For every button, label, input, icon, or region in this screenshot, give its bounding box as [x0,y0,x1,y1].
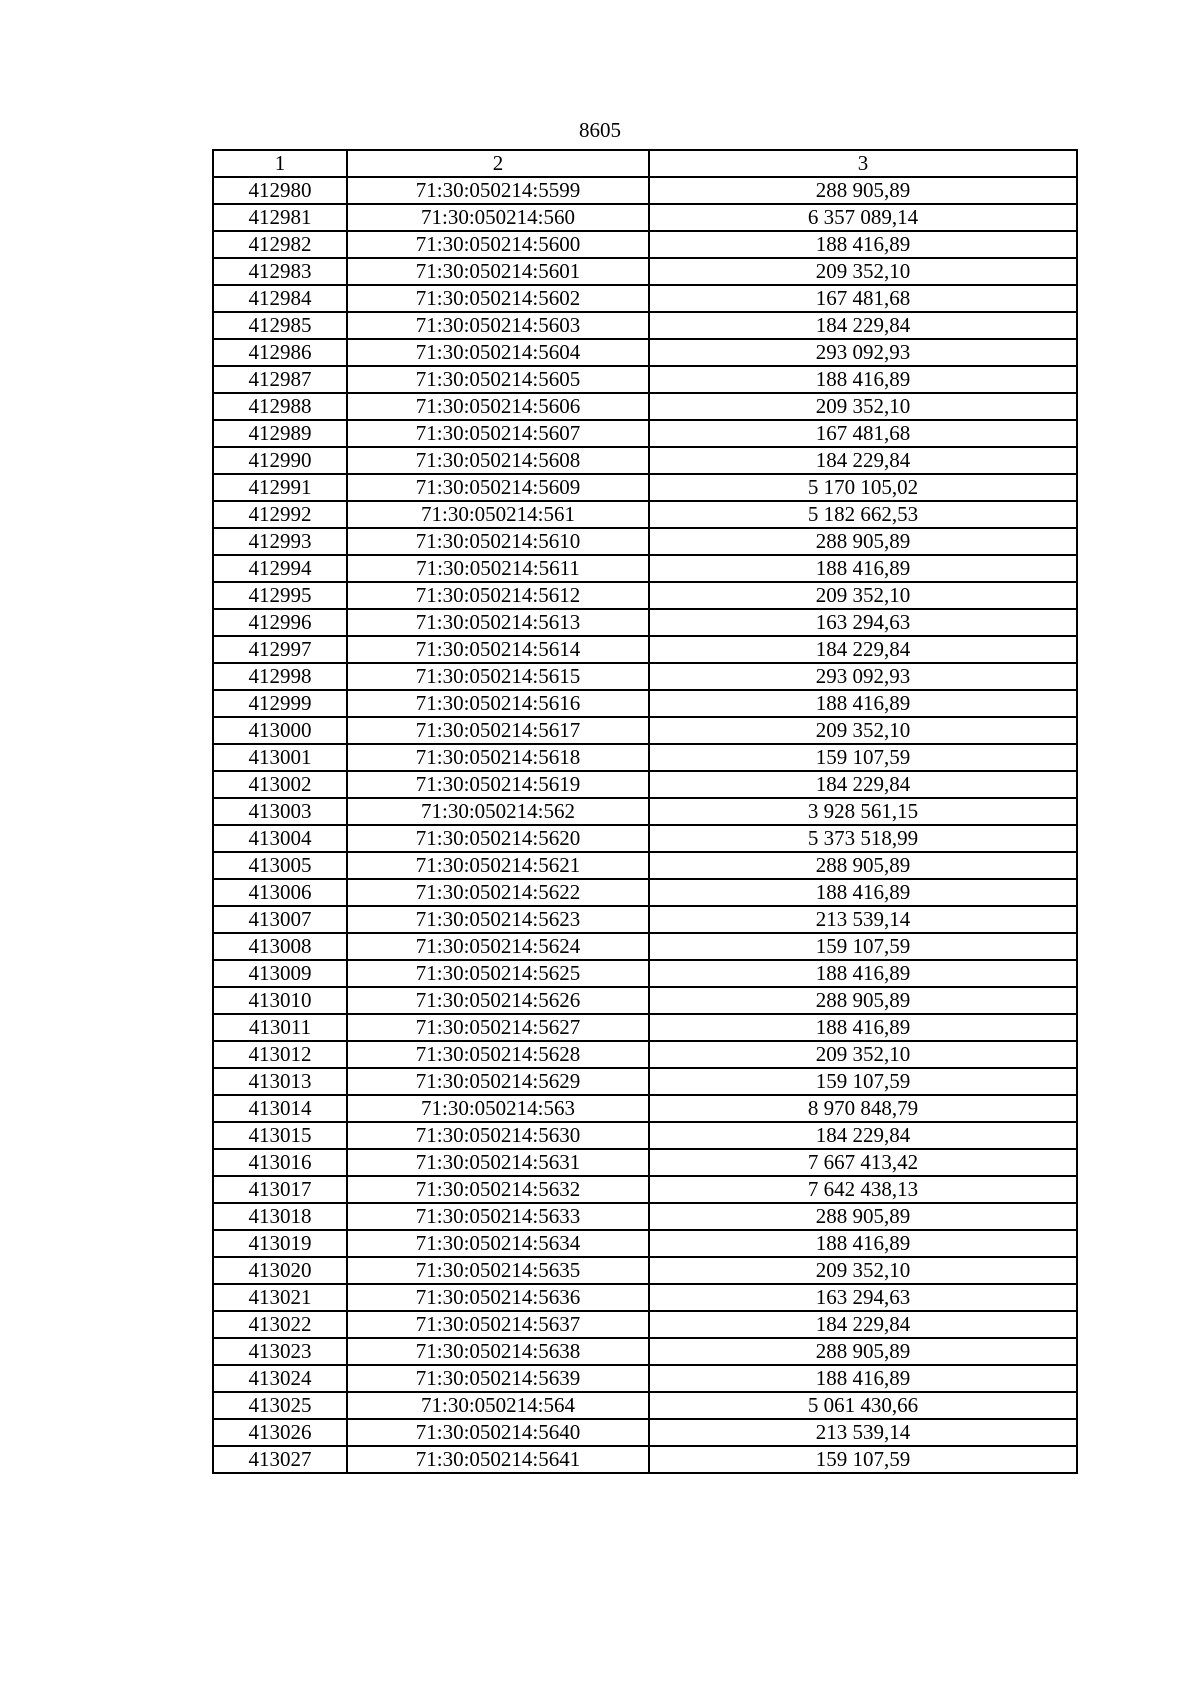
cell-cadastral-value: 5 061 430,66 [649,1392,1077,1419]
cell-row-number: 413000 [213,717,347,744]
cell-row-number: 413011 [213,1014,347,1041]
cell-cadastral-value: 293 092,93 [649,339,1077,366]
cell-cadastral-number: 71:30:050214:5615 [347,663,649,690]
cell-cadastral-value: 5 182 662,53 [649,501,1077,528]
table-header-row [213,150,1077,177]
cell-cadastral-number: 71:30:050214:5602 [347,285,649,312]
cell-row-number: 413010 [213,987,347,1014]
page-number: 8605 [579,118,621,142]
cell-row-number: 413008 [213,933,347,960]
cell-cadastral-value: 167 481,68 [649,285,1077,312]
cell-row-number: 413026 [213,1419,347,1446]
cell-row-number: 412995 [213,582,347,609]
cell-cadastral-value: 159 107,59 [649,1446,1077,1473]
cell-cadastral-value: 288 905,89 [649,528,1077,555]
table-body [213,177,1077,1473]
cell-row-number: 413017 [213,1176,347,1203]
cadastral-value-table [212,149,1078,1474]
table-row [213,501,1077,528]
cell-cadastral-value: 209 352,10 [649,1257,1077,1284]
cell-row-number: 412992 [213,501,347,528]
table-row [213,636,1077,663]
table-row [213,825,1077,852]
cell-row-number: 412985 [213,312,347,339]
table-row [213,609,1077,636]
cell-row-number: 413015 [213,1122,347,1149]
cell-cadastral-value: 7 667 413,42 [649,1149,1077,1176]
cell-cadastral-number: 71:30:050214:5637 [347,1311,649,1338]
cell-cadastral-value: 213 539,14 [649,906,1077,933]
cell-cadastral-number: 71:30:050214:5639 [347,1365,649,1392]
cell-row-number: 413025 [213,1392,347,1419]
table-row [213,1257,1077,1284]
cell-cadastral-number: 71:30:050214:5617 [347,717,649,744]
cell-row-number: 412987 [213,366,347,393]
cell-row-number: 413003 [213,798,347,825]
cell-cadastral-value: 184 229,84 [649,636,1077,663]
table-row [213,1230,1077,1257]
cell-cadastral-value: 6 357 089,14 [649,204,1077,231]
cell-row-number: 412982 [213,231,347,258]
cell-cadastral-value: 159 107,59 [649,1068,1077,1095]
table-row [213,879,1077,906]
cell-cadastral-number: 71:30:050214:5610 [347,528,649,555]
cell-cadastral-number: 71:30:050214:5607 [347,420,649,447]
cell-row-number: 412997 [213,636,347,663]
cell-cadastral-value: 209 352,10 [649,393,1077,420]
cell-cadastral-number: 71:30:050214:5640 [347,1419,649,1446]
cell-row-number: 412998 [213,663,347,690]
cell-row-number: 413018 [213,1203,347,1230]
cell-row-number: 413023 [213,1338,347,1365]
cell-cadastral-value: 184 229,84 [649,1122,1077,1149]
table-row [213,1095,1077,1122]
table-row [213,1149,1077,1176]
cell-cadastral-value: 213 539,14 [649,1419,1077,1446]
cell-cadastral-value: 188 416,89 [649,1014,1077,1041]
cell-cadastral-number: 71:30:050214:5600 [347,231,649,258]
cell-cadastral-value: 188 416,89 [649,555,1077,582]
cell-row-number: 413016 [213,1149,347,1176]
table-row [213,285,1077,312]
cell-row-number: 412984 [213,285,347,312]
column-header-number: 1 [213,150,347,177]
cell-cadastral-number: 71:30:050214:5603 [347,312,649,339]
cell-cadastral-value: 209 352,10 [649,582,1077,609]
cell-row-number: 412993 [213,528,347,555]
cell-cadastral-number: 71:30:050214:5604 [347,339,649,366]
cell-row-number: 413019 [213,1230,347,1257]
cell-cadastral-value: 288 905,89 [649,987,1077,1014]
cell-cadastral-number: 71:30:050214:5624 [347,933,649,960]
table-row [213,744,1077,771]
cell-cadastral-value: 188 416,89 [649,1365,1077,1392]
cell-cadastral-value: 209 352,10 [649,258,1077,285]
cell-cadastral-value: 159 107,59 [649,744,1077,771]
cell-cadastral-value: 209 352,10 [649,717,1077,744]
table-row [213,798,1077,825]
table-row [213,393,1077,420]
cell-cadastral-value: 8 970 848,79 [649,1095,1077,1122]
table-row [213,906,1077,933]
table-row [213,1419,1077,1446]
cell-cadastral-number: 71:30:050214:5611 [347,555,649,582]
cell-cadastral-number: 71:30:050214:563 [347,1095,649,1122]
column-header-cadastral-number: 2 [347,150,649,177]
cell-cadastral-number: 71:30:050214:5631 [347,1149,649,1176]
cell-row-number: 413001 [213,744,347,771]
cell-row-number: 413006 [213,879,347,906]
table-row [213,987,1077,1014]
cell-cadastral-value: 188 416,89 [649,960,1077,987]
table-row [213,204,1077,231]
table-row [213,258,1077,285]
cell-cadastral-value: 288 905,89 [649,177,1077,204]
cell-cadastral-number: 71:30:050214:5618 [347,744,649,771]
cell-cadastral-number: 71:30:050214:5609 [347,474,649,501]
cell-cadastral-value: 163 294,63 [649,609,1077,636]
cell-row-number: 413027 [213,1446,347,1473]
table-row [213,1068,1077,1095]
cell-row-number: 413012 [213,1041,347,1068]
table-row [213,555,1077,582]
cell-cadastral-value: 159 107,59 [649,933,1077,960]
table-row [213,582,1077,609]
cell-row-number: 412996 [213,609,347,636]
cell-cadastral-number: 71:30:050214:5641 [347,1446,649,1473]
cell-cadastral-number: 71:30:050214:5606 [347,393,649,420]
cell-row-number: 412991 [213,474,347,501]
table-row [213,1203,1077,1230]
table-row [213,474,1077,501]
table-row [213,1392,1077,1419]
table-row [213,231,1077,258]
cell-cadastral-value: 184 229,84 [649,1311,1077,1338]
cell-cadastral-value: 7 642 438,13 [649,1176,1077,1203]
table-row [213,933,1077,960]
cell-row-number: 413007 [213,906,347,933]
cell-row-number: 412988 [213,393,347,420]
cell-cadastral-value: 3 928 561,15 [649,798,1077,825]
cell-row-number: 412983 [213,258,347,285]
table-row [213,447,1077,474]
cell-row-number: 413009 [213,960,347,987]
cell-cadastral-number: 71:30:050214:5616 [347,690,649,717]
cell-cadastral-number: 71:30:050214:5635 [347,1257,649,1284]
cell-cadastral-number: 71:30:050214:5601 [347,258,649,285]
cell-cadastral-number: 71:30:050214:5614 [347,636,649,663]
cell-row-number: 412994 [213,555,347,582]
table-row [213,420,1077,447]
cell-row-number: 412990 [213,447,347,474]
cell-row-number: 413020 [213,1257,347,1284]
cell-cadastral-value: 188 416,89 [649,231,1077,258]
cell-row-number: 413022 [213,1311,347,1338]
cell-cadastral-value: 288 905,89 [649,1203,1077,1230]
cell-cadastral-number: 71:30:050214:564 [347,1392,649,1419]
table-row [213,339,1077,366]
cell-cadastral-number: 71:30:050214:5625 [347,960,649,987]
cell-cadastral-number: 71:30:050214:5605 [347,366,649,393]
cell-cadastral-value: 184 229,84 [649,312,1077,339]
cell-cadastral-value: 163 294,63 [649,1284,1077,1311]
cell-row-number: 413005 [213,852,347,879]
cell-cadastral-value: 188 416,89 [649,1230,1077,1257]
cell-cadastral-number: 71:30:050214:5622 [347,879,649,906]
cell-cadastral-value: 188 416,89 [649,690,1077,717]
cell-cadastral-number: 71:30:050214:5629 [347,1068,649,1095]
cell-cadastral-value: 184 229,84 [649,447,1077,474]
cell-cadastral-value: 5 373 518,99 [649,825,1077,852]
cell-cadastral-number: 71:30:050214:5632 [347,1176,649,1203]
cell-cadastral-number: 71:30:050214:5613 [347,609,649,636]
cell-row-number: 413021 [213,1284,347,1311]
cell-cadastral-value: 188 416,89 [649,879,1077,906]
cell-cadastral-number: 71:30:050214:5612 [347,582,649,609]
table-row [213,1446,1077,1473]
cell-cadastral-number: 71:30:050214:5608 [347,447,649,474]
table-row [213,1014,1077,1041]
cell-row-number: 412989 [213,420,347,447]
cell-row-number: 413014 [213,1095,347,1122]
cell-cadastral-number: 71:30:050214:5623 [347,906,649,933]
cell-cadastral-number: 71:30:050214:561 [347,501,649,528]
table-row [213,771,1077,798]
cell-cadastral-value: 288 905,89 [649,852,1077,879]
table-row [213,366,1077,393]
cell-cadastral-number: 71:30:050214:5630 [347,1122,649,1149]
table-row [213,528,1077,555]
cell-cadastral-number: 71:30:050214:5634 [347,1230,649,1257]
cell-row-number: 412981 [213,204,347,231]
cell-row-number: 413002 [213,771,347,798]
cell-row-number: 412999 [213,690,347,717]
table-row [213,312,1077,339]
cell-cadastral-number: 71:30:050214:562 [347,798,649,825]
cell-cadastral-value: 209 352,10 [649,1041,1077,1068]
table-row [213,177,1077,204]
column-header-value: 3 [649,150,1077,177]
cell-cadastral-number: 71:30:050214:5599 [347,177,649,204]
cell-cadastral-value: 184 229,84 [649,771,1077,798]
table-row [213,852,1077,879]
cell-cadastral-number: 71:30:050214:5633 [347,1203,649,1230]
table-row [213,1338,1077,1365]
table-row [213,960,1077,987]
cell-cadastral-value: 5 170 105,02 [649,474,1077,501]
cell-row-number: 413013 [213,1068,347,1095]
cell-cadastral-number: 71:30:050214:5636 [347,1284,649,1311]
table-row [213,1311,1077,1338]
cell-cadastral-number: 71:30:050214:5627 [347,1014,649,1041]
cell-row-number: 412980 [213,177,347,204]
table-row [213,1122,1077,1149]
table-row [213,1041,1077,1068]
cell-row-number: 413024 [213,1365,347,1392]
cell-cadastral-number: 71:30:050214:5619 [347,771,649,798]
cell-cadastral-number: 71:30:050214:5620 [347,825,649,852]
cell-cadastral-value: 288 905,89 [649,1338,1077,1365]
cell-cadastral-number: 71:30:050214:560 [347,204,649,231]
cell-cadastral-number: 71:30:050214:5638 [347,1338,649,1365]
table-row [213,663,1077,690]
table-row [213,1284,1077,1311]
table-row [213,1365,1077,1392]
cell-row-number: 412986 [213,339,347,366]
cell-cadastral-value: 188 416,89 [649,366,1077,393]
table-row [213,690,1077,717]
table-row [213,1176,1077,1203]
cell-row-number: 413004 [213,825,347,852]
cell-cadastral-number: 71:30:050214:5626 [347,987,649,1014]
cell-cadastral-value: 293 092,93 [649,663,1077,690]
cell-cadastral-number: 71:30:050214:5621 [347,852,649,879]
cell-cadastral-value: 167 481,68 [649,420,1077,447]
cell-cadastral-number: 71:30:050214:5628 [347,1041,649,1068]
table-row [213,717,1077,744]
